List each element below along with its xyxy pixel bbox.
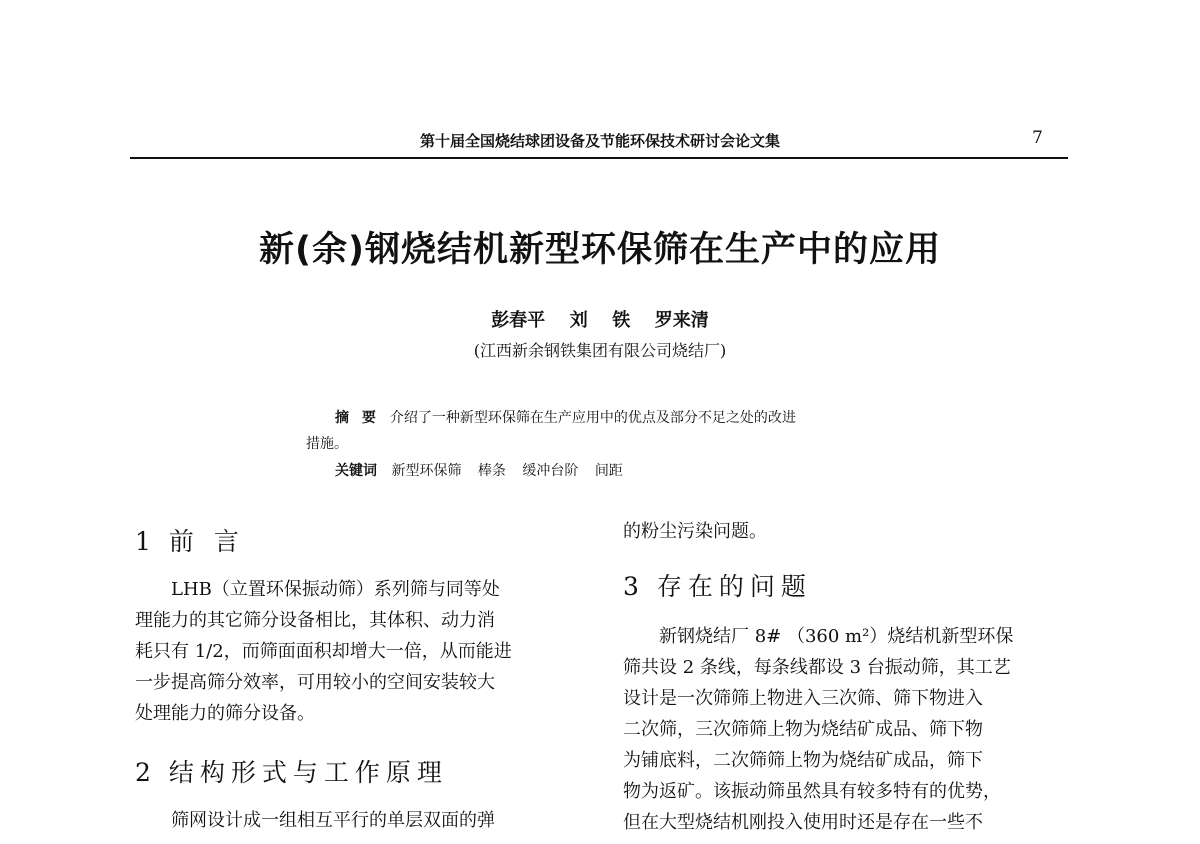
- right-column: [623, 516, 1071, 838]
- paragraph-problems: [623, 621, 1071, 838]
- paragraph-carryover: [623, 516, 1071, 547]
- text-line: 新钢烧结厂 8# （360 m²）烧结机新型环保: [659, 626, 1014, 647]
- authors: 彭春平 刘 铁 罗来清: [491, 310, 709, 331]
- section-heading-2: [135, 751, 583, 795]
- paper-title: 新(余)钢烧结机新型环保筛在生产中的应用: [259, 230, 941, 270]
- keyword-item: 缓冲台阶: [522, 463, 579, 479]
- keyword-item: 棒条: [477, 463, 506, 479]
- page-number: 7: [1032, 128, 1043, 148]
- text-line: 物为返矿。该振动筛虽然具有较多特有的优势，: [623, 781, 1001, 802]
- keywords: [335, 460, 635, 480]
- text-line: 理能力的其它筛分设备相比，其体积、动力消: [135, 610, 495, 631]
- keyword-item: 新型环保筛: [391, 463, 462, 479]
- section-number: 1: [135, 527, 151, 556]
- paragraph-structure: [135, 805, 583, 836]
- section-heading-3: [623, 565, 1071, 609]
- keywords-label: 关键词: [335, 463, 377, 479]
- section-heading-1: [135, 520, 583, 564]
- header-rule: [130, 157, 1068, 159]
- text-line: 但在大型烧结机刚投入使用时还是存在一些不: [623, 812, 983, 833]
- text-line: 筛共设 2 条线，每条线都设 3 台振动筛，其工艺: [623, 657, 1011, 678]
- text-line: 为铺底料，二次筛筛上物为烧结矿成品，筛下: [623, 750, 983, 771]
- text-line: 的粉尘污染问题。: [623, 521, 767, 542]
- section-title: 前 言: [168, 527, 245, 556]
- section-number: 2: [135, 758, 151, 787]
- text-line: 处理能力的筛分设备。: [135, 703, 315, 724]
- text-line: 二次筛，三次筛筛上物为烧结矿成品、筛下物: [623, 719, 983, 740]
- running-header: [0, 128, 1200, 152]
- abstract: [335, 407, 796, 427]
- abstract-text-line2: 措施。: [306, 436, 348, 452]
- left-column: [135, 520, 583, 836]
- abstract-label: 摘 要: [335, 410, 380, 426]
- keyword-item: 间距: [594, 463, 623, 479]
- paragraph-intro: [135, 574, 583, 729]
- text-line: 筛网设计成一组相互平行的单层双面的弹: [171, 810, 495, 831]
- section-title: 存在的问题: [656, 572, 812, 601]
- text-line: 耗只有 1/2，而筛面面积却增大一倍，从而能进: [135, 641, 512, 662]
- text-line: 一步提高筛分效率，可用较小的空间安装较大: [135, 672, 495, 693]
- section-title: 结构形式与工作原理: [168, 758, 448, 787]
- abstract-text-line1: 介绍了一种新型环保筛在生产应用中的优点及部分不足之处的改进: [389, 410, 796, 426]
- affiliation: (江西新余钢铁集团有限公司烧结厂): [473, 341, 727, 360]
- proceedings-title: 第十届全国烧结球团设备及节能环保技术研讨会论文集: [419, 132, 780, 150]
- text-line: LHB（立置环保振动筛）系列筛与同等处: [171, 579, 500, 600]
- text-line: 设计是一次筛筛上物进入三次筛、筛下物进入: [623, 688, 983, 709]
- section-number: 3: [623, 572, 639, 601]
